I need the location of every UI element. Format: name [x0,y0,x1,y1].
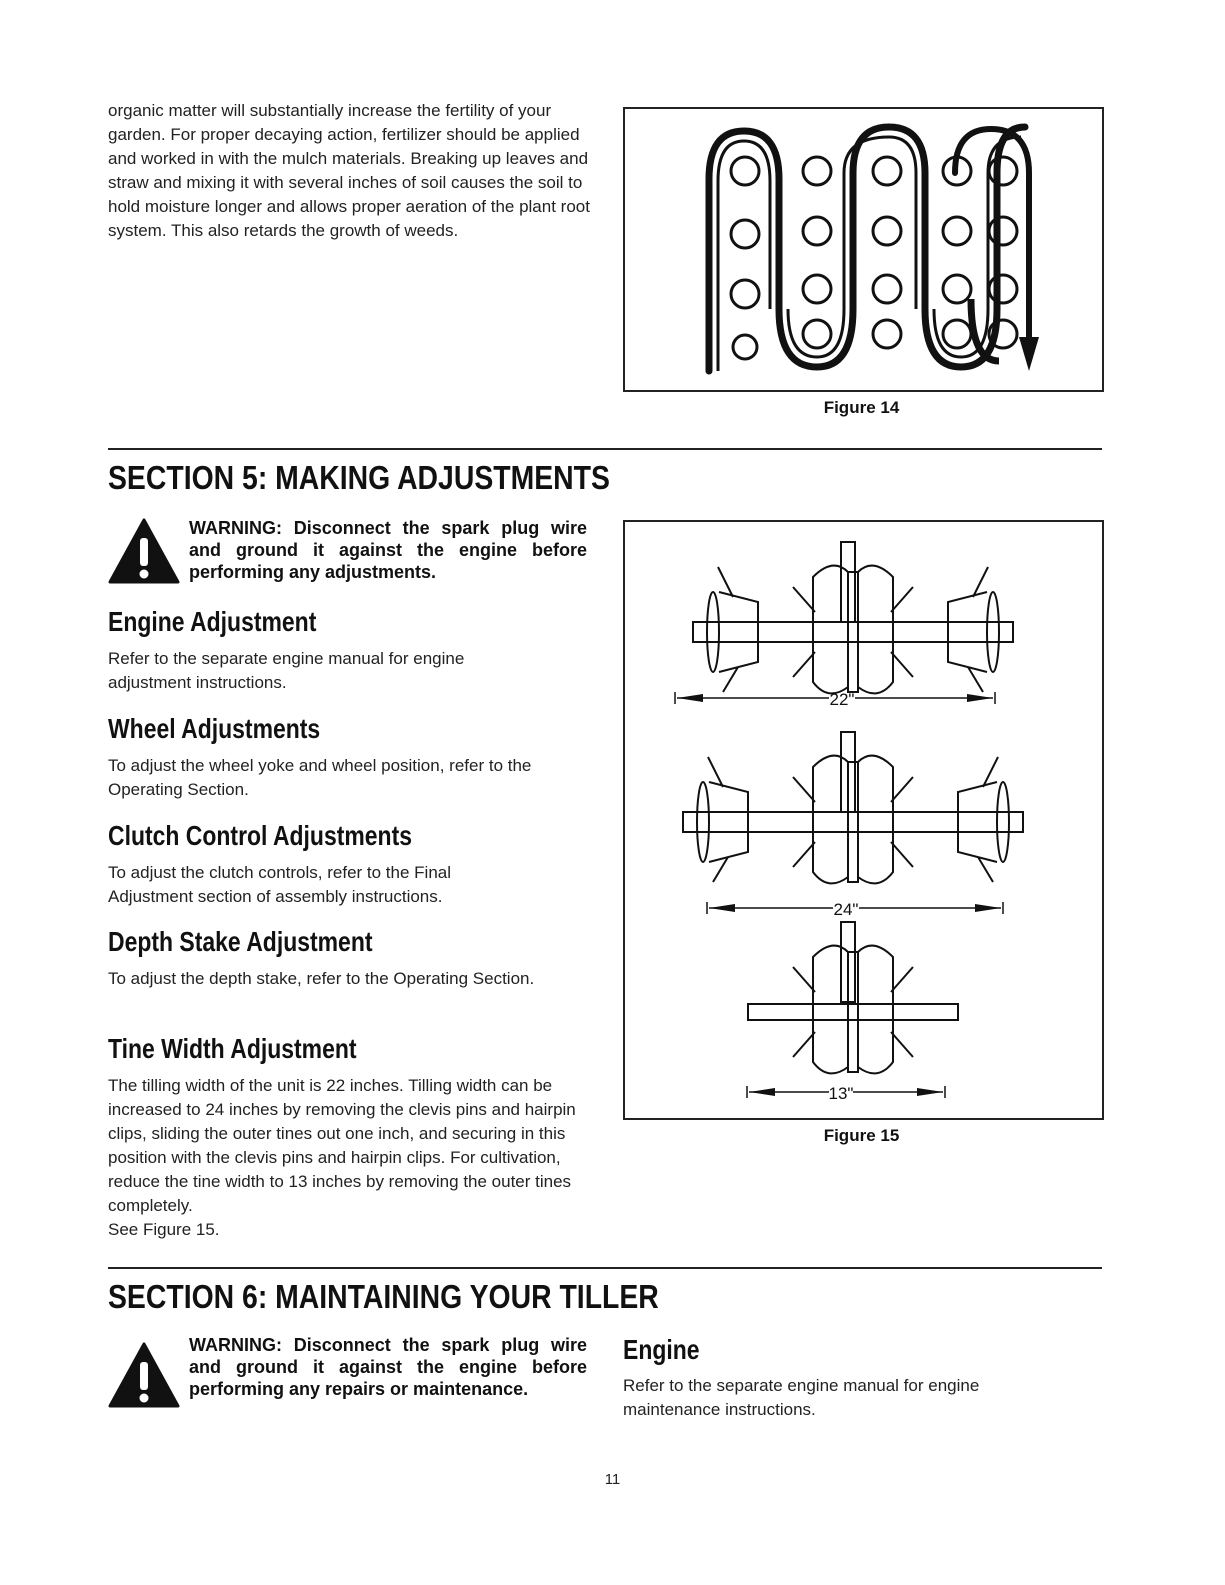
engine-adjustment-heading: Engine Adjustment [108,606,317,637]
figure-14-caption: Figure 14 [823,398,900,417]
engine-heading: Engine [623,1334,700,1365]
width-label-22: 22" [829,690,855,709]
depth-stake-heading: Depth Stake Adjustment [108,926,373,957]
see-figure-text: See Figure 15. [108,1220,220,1239]
section-5-rule [108,448,1102,450]
clutch-control-text: To adjust the clutch controls, refer to the Final Adjustment section of assembly instructions. [108,863,452,906]
page-number: 11 [604,1471,621,1488]
section-5-title: SECTION 5: MAKING ADJUSTMENTS [108,459,610,496]
wheel-adjustments-heading: Wheel Adjustments [108,713,321,744]
tine-width-diagram [625,522,1102,1118]
depth-stake-text: To adjust the depth stake, refer to the Operating Section. [108,969,535,988]
section-5-warning: WARNING: Disconnect the spark plug wire and ground it against the engine before performing any adjustments. [189,518,587,582]
tine-width-heading: Tine Width Adjustment [108,1033,357,1064]
tine-width-text: The tilling width of the unit is 22 inches. Tilling width can be increased to 24 inches by removing the clevis pins and hairpin clips, sliding the outer tines out one inch, and securing in this position with the clevis pins and hairpin clips. For cultivation, reduce the tine width to 13 inches by removing the outer tines completely. [108,1076,576,1215]
warning-icon [108,1342,180,1408]
section-6-rule [108,1267,1102,1269]
figure-14-box [623,107,1104,392]
clutch-control-heading: Clutch Control Adjustments [108,820,413,851]
width-label-24: 24" [833,900,859,919]
figure-15-caption: Figure 15 [823,1126,900,1145]
section-6-warning: WARNING: Disconnect the spark plug wire and ground it against the engine before performing any repairs or maintenance. [189,1335,587,1399]
engine-adjustment-text: Refer to the separate engine manual for engine adjustment instructions. [108,649,465,692]
engine-text: Refer to the separate engine manual for engine maintenance instructions. [623,1376,980,1419]
wheel-adjustments-text: To adjust the wheel yoke and wheel position, refer to the Operating Section. [108,756,532,799]
intro-paragraph: organic matter will substantially increase the fertility of your garden. For proper decaying action, fertilizer should be applied and worked in with the mulch materials. Breaking up leaves and straw and mixing it with several inches of soil causes the soil to hold moisture longer and allows proper aeration of the plant root system. This also retards the growth of weeds. [108,101,590,240]
width-label-13: 13" [828,1084,854,1103]
section-6-title: SECTION 6: MAINTAINING YOUR TILLER [108,1278,659,1315]
warning-icon [108,518,180,584]
figure-15-box [623,520,1104,1120]
mulch-tilling-pattern-diagram [625,109,1102,390]
